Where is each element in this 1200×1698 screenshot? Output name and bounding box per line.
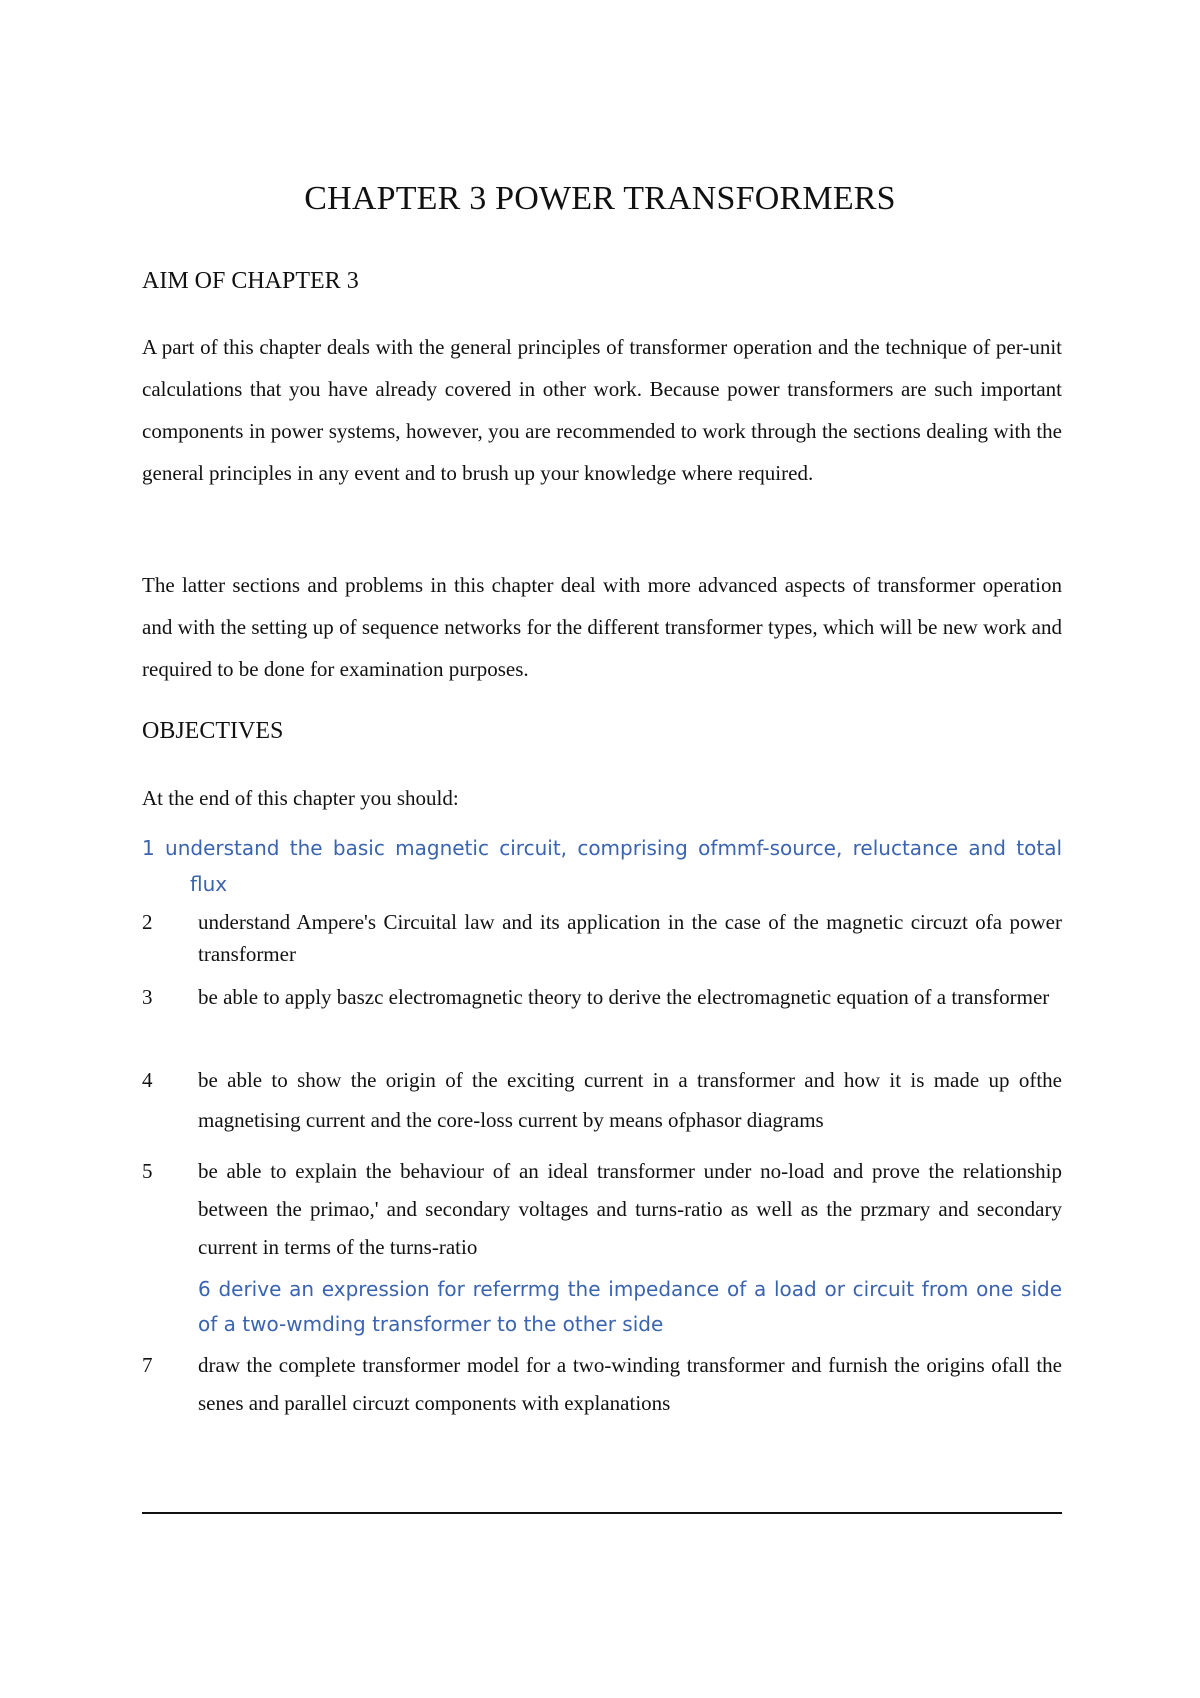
objectives-heading: OBJECTIVES bbox=[142, 718, 284, 744]
objective-text: be able to explain the behaviour of an ideal transformer under no-load and prove the relationship between the primao,' and secondary voltages and turns-ratio as well as the przmary and secondary current in terms of the turns-ratio bbox=[198, 1159, 1062, 1259]
objective-text: draw the complete transformer model for a two-winding transformer and furnish the origins ofall the senes and parallel circuzt components with explanations bbox=[198, 1353, 1062, 1415]
objective-text: 6 derive an expression for referrmg the impedance of a load or circuit from one side of a two-wmding transformer to the other side bbox=[198, 1277, 1062, 1336]
objectives-intro: At the end of this chapter you should: bbox=[142, 786, 459, 810]
aim-heading: AIM OF CHAPTER 3 bbox=[142, 268, 359, 294]
objective-text-continued: flux bbox=[190, 872, 228, 896]
aim-paragraph-1: A part of this chapter deals with the general principles of transformer operation and the technique of per-unit calculations that you have already covered in other work. Because power transformers are such important components in power systems, however, you are recommended to work through the sections dealing with the general principles in any event and to brush up your knowledge where required. bbox=[142, 335, 1062, 485]
aim-paragraph-2: The latter sections and problems in this chapter deal with more advanced aspects of transformer operation and with the setting up of sequence networks for the different transformer types, which will be new work and required to be done for examination purposes. bbox=[142, 573, 1062, 681]
objective-item bbox=[142, 836, 1062, 906]
objective-text: be able to show the origin of the exciting current in a transformer and how it is made up ofthe magnetising current and the core-loss current by means ofphasor diagrams bbox=[198, 1068, 1062, 1132]
objective-number: 7 bbox=[142, 1353, 153, 1377]
objective-number: 2 bbox=[142, 910, 153, 934]
objective-text: be able to apply baszc electromagnetic theory to derive the electromagnetic equation of a transformer bbox=[198, 985, 1050, 1009]
objective-text: 1 understand the basic magnetic circuit, comprising ofmmf-source, reluctance and total bbox=[142, 836, 1062, 860]
chapter-title: CHAPTER 3 POWER TRANSFORMERS bbox=[304, 180, 896, 217]
objective-text: understand Ampere's Circuital law and its application in the case of the magnetic circuzt ofa power transformer bbox=[198, 910, 1062, 966]
footer-rule bbox=[142, 1512, 1062, 1514]
objective-number: 3 bbox=[142, 985, 153, 1009]
objective-number: 5 bbox=[142, 1159, 153, 1183]
objective-number: 4 bbox=[142, 1068, 153, 1092]
